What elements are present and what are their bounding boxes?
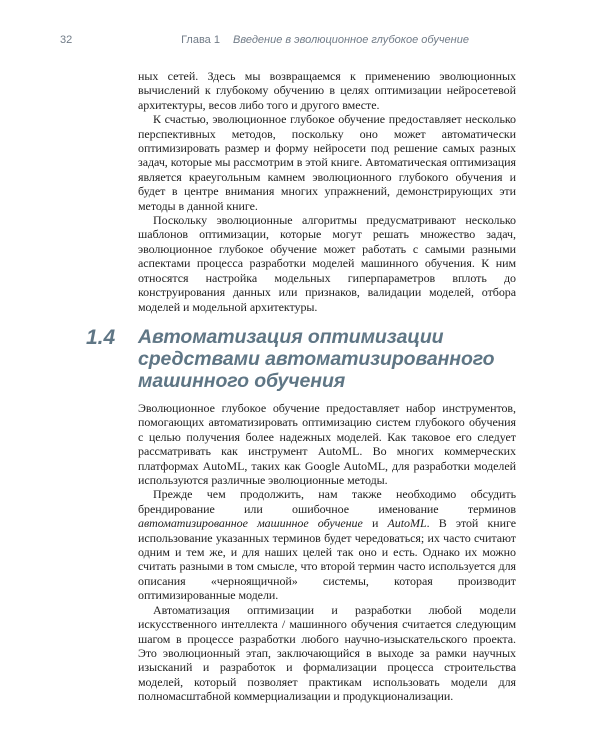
section-number: 1.4 xyxy=(86,326,116,349)
paragraph-text: и xyxy=(362,516,388,531)
paragraph: ных сетей. Здесь мы возвращаемся к применению эволюционных вычислений к глубокому обучению в целях оптимизации нейросетевой архитектуры, весов либо того и другого вместе. xyxy=(138,69,516,112)
paragraph xyxy=(138,487,516,602)
page-number: 32 xyxy=(60,34,73,46)
term-emphasis: AutoML xyxy=(387,516,427,531)
paragraph: К счастью, эволюционное глубокое обучение предоставляет несколько перспективных методов, поскольку оно может автоматически оптимизировать размер и форму нейросети под решение самых разных задач, которые мы рассмотрим в этой книге. Автоматическая оптимизация является краеугольным камнем эволюционного глубокого обучения и будет в центре внимания многих упражнений, демонстрирующих эти методы в данной книге. xyxy=(138,112,516,213)
chapter-title: Введение в эволюционное глубокое обучение xyxy=(233,34,469,46)
paragraph: Поскольку эволюционные алгоритмы предусматривают несколько шаблонов оптимизации, которые могут решать множество задач, эволюционное глубокое обучение может работать с самыми разными аспектами процесса разработки моделей машинного обучения. К ним относятся настройка модельных гиперпараметров вплоть до конструирования данных или признаков, валидации моделей, отбора моделей и модельной архитектуры. xyxy=(138,213,516,314)
term-emphasis: автоматизированное машинное обучение xyxy=(138,516,363,531)
text-block-after-section xyxy=(138,401,516,704)
running-header xyxy=(60,34,540,46)
paragraph-text: Прежде чем продолжить, нам также необходимо обсудить брендирование или ошибочное именование терминов xyxy=(138,487,516,516)
paragraph-text: . В этой книге использование указанных терминов будет чередоваться; их часто считают одним и тем же, и для наших целей так оно и есть. Однако их можно считать разными в том смысле, что второй термин часто используется для описания «черноящичной» системы, которая производит оптимизированные модели. xyxy=(138,516,517,603)
section-heading: Автоматизация оптимизации средствами автоматизированного машинного обучения xyxy=(138,326,495,392)
text-block-before-section xyxy=(138,69,516,314)
chapter-label: Глава 1 xyxy=(181,34,220,46)
paragraph: Эволюционное глубокое обучение предоставляет набор инструментов, помогающих автоматизировать оптимизацию систем глубокого обучения с целью получения более надежных моделей. Как таковое его следует рассматривать как инструмент AutoML. Во многих коммерческих платформах AutoML, таких как Google AutoML, для разработки моделей используются различные эволюционные методы. xyxy=(138,401,516,488)
paragraph: Автоматизация оптимизации и разработки любой модели искусственного интеллекта / машинного обучения считается следующим шагом в процессе разработки любого научно-изыскательского проекта. Это эволюционный этап, заключающийся в выходе за рамки научных изысканий и разработок и формализации процесса строительства моделей, который позволяет практикам использовать модели для полномасштабной коммерциализации и продукционализации. xyxy=(138,602,516,704)
